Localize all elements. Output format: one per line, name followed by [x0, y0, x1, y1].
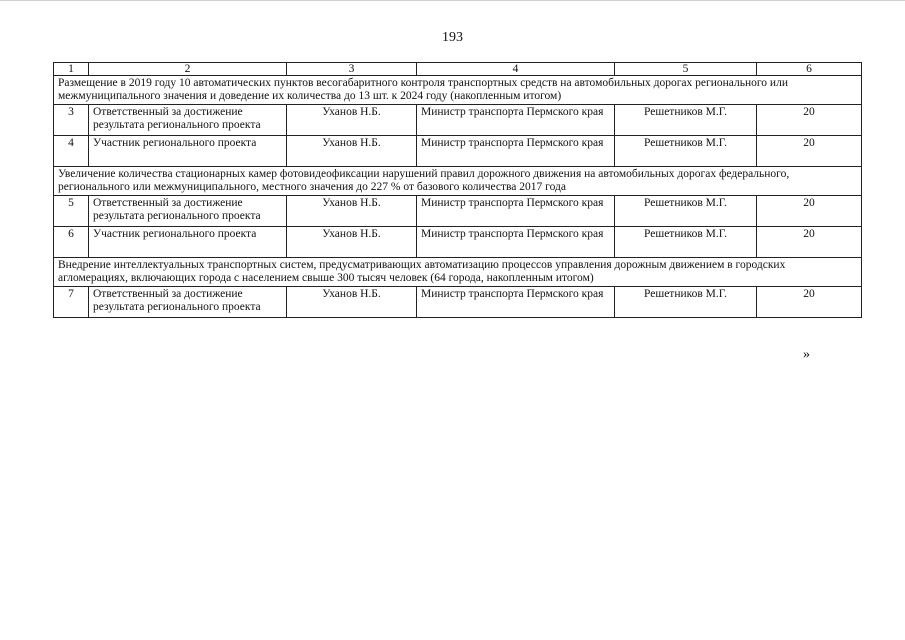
column-number: 2	[89, 63, 287, 76]
section-title: Внедрение интеллектуальных транспортных систем, предусматривающих автоматизацию процессов управления дорожным движением в городских агломерациях, включающих города с населением свыше 300 тысяч человек (64 города, накопленным итогом)	[54, 258, 862, 287]
responsibility-table	[53, 62, 862, 318]
row-number: 4	[54, 136, 89, 167]
leader-cell: Решетников М.Г.	[615, 105, 757, 136]
value-cell: 20	[757, 105, 862, 136]
column-number: 1	[54, 63, 89, 76]
role-cell: Участник регионального проекта	[89, 136, 287, 167]
table-row	[54, 227, 862, 258]
row-number: 3	[54, 105, 89, 136]
column-number: 6	[757, 63, 862, 76]
column-number: 4	[417, 63, 615, 76]
position-cell: Министр транспорта Пермского края	[417, 227, 615, 258]
value-cell: 20	[757, 227, 862, 258]
role-cell: Ответственный за достижение результата регионального проекта	[89, 287, 287, 318]
table-row	[54, 196, 862, 227]
section-row	[54, 258, 862, 287]
section-row	[54, 76, 862, 105]
role-cell: Ответственный за достижение результата регионального проекта	[89, 196, 287, 227]
position-cell: Министр транспорта Пермского края	[417, 287, 615, 318]
value-cell: 20	[757, 287, 862, 318]
table-row	[54, 105, 862, 136]
name-cell: Уханов Н.Б.	[287, 136, 417, 167]
section-title: Размещение в 2019 году 10 автоматических пунктов весогабаритного контроля транспортных средств на автомобильных дорогах регионального или межмуниципального значения и доведение их количества до 13 шт. к 2024 году (накопленным итогом)	[54, 76, 862, 105]
row-number: 6	[54, 227, 89, 258]
leader-cell: Решетников М.Г.	[615, 136, 757, 167]
position-cell: Министр транспорта Пермского края	[417, 196, 615, 227]
leader-cell: Решетников М.Г.	[615, 227, 757, 258]
name-cell: Уханов Н.Б.	[287, 227, 417, 258]
leader-cell: Решетников М.Г.	[615, 287, 757, 318]
value-cell: 20	[757, 196, 862, 227]
row-number: 5	[54, 196, 89, 227]
position-cell: Министр транспорта Пермского края	[417, 105, 615, 136]
row-number: 7	[54, 287, 89, 318]
page-top-edge	[0, 0, 905, 1]
page-number: 193	[442, 30, 463, 45]
column-number-row	[54, 63, 862, 76]
table-row	[54, 287, 862, 318]
section-title: Увеличение количества стационарных камер фотовидеофиксации нарушений правил дорожного движения на автомобильных дорогах федерального, регионального или межмуниципального, местного значения до 227 % от базового количества 2017 года	[54, 167, 862, 196]
table-row	[54, 136, 862, 167]
position-cell: Министр транспорта Пермского края	[417, 136, 615, 167]
closing-quote-mark: »	[803, 347, 810, 362]
section-row	[54, 167, 862, 196]
role-cell: Ответственный за достижение результата регионального проекта	[89, 105, 287, 136]
name-cell: Уханов Н.Б.	[287, 287, 417, 318]
name-cell: Уханов Н.Б.	[287, 105, 417, 136]
leader-cell: Решетников М.Г.	[615, 196, 757, 227]
role-cell: Участник регионального проекта	[89, 227, 287, 258]
column-number: 5	[615, 63, 757, 76]
name-cell: Уханов Н.Б.	[287, 196, 417, 227]
value-cell: 20	[757, 136, 862, 167]
column-number: 3	[287, 63, 417, 76]
